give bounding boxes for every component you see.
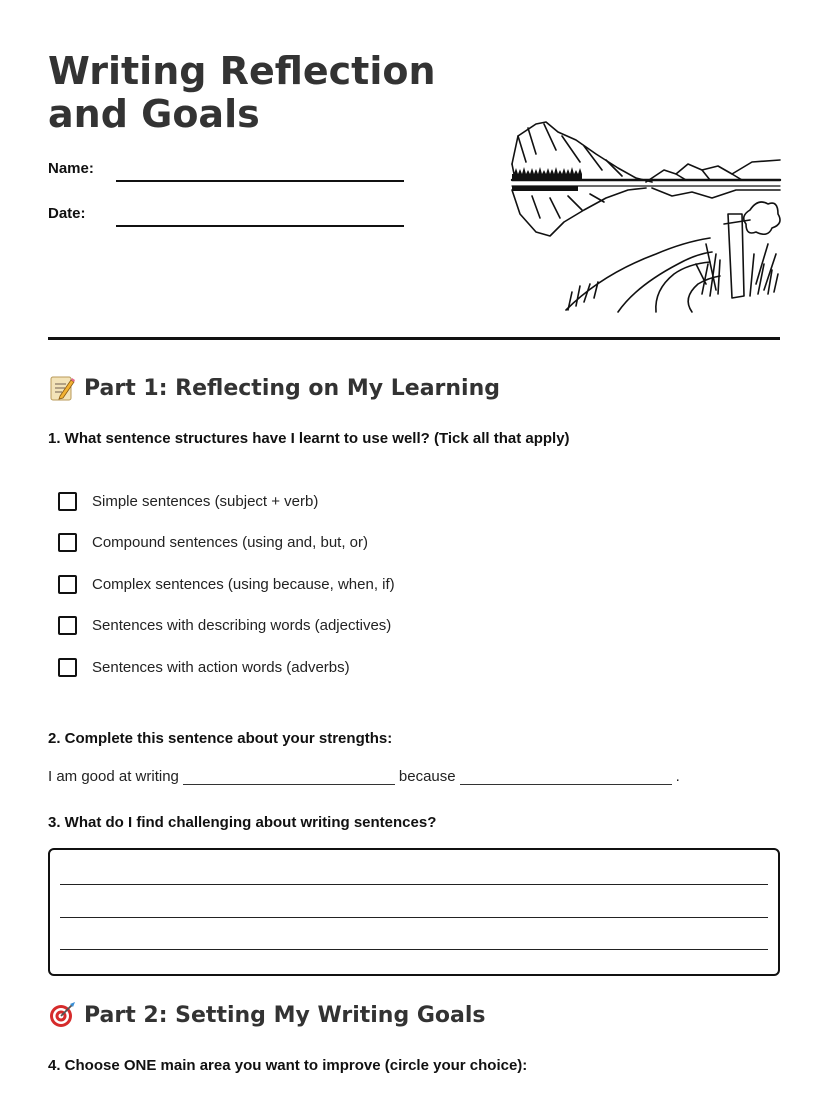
question-4: 4. Choose ONE main area you want to improve (circle your choice): [48, 1057, 528, 1074]
checklist-item[interactable] [58, 658, 350, 677]
sentence-prefix: I am good at writing [48, 768, 179, 785]
checklist-item[interactable] [58, 533, 368, 552]
question-3: 3. What do I find challenging about writing sentences? [48, 814, 437, 831]
part2-heading [48, 1001, 486, 1029]
checklist-item[interactable] [58, 575, 395, 594]
checkbox[interactable] [58, 575, 77, 594]
checkbox[interactable] [58, 492, 77, 511]
checkbox[interactable] [58, 658, 77, 677]
date-field[interactable] [116, 225, 404, 227]
checkbox[interactable] [58, 533, 77, 552]
answer-line [60, 917, 768, 918]
reason-blank[interactable] [460, 769, 672, 785]
checklist-item[interactable] [58, 492, 318, 511]
strength-blank[interactable] [183, 769, 395, 785]
checkbox-label: Compound sentences (using and, but, or) [92, 534, 368, 551]
memo-pencil-icon [48, 374, 76, 402]
sentence-end: . [675, 768, 680, 785]
part2-heading-text: Part 2: Setting My Writing Goals [84, 1002, 486, 1028]
name-field[interactable] [116, 180, 404, 182]
question-1: 1. What sentence structures have I learnt to use well? (Tick all that apply) [48, 430, 570, 447]
checkbox-label: Sentences with action words (adverbs) [92, 659, 350, 676]
strength-sentence [48, 768, 680, 785]
name-label: Name: [48, 160, 94, 177]
checkbox-label: Complex sentences (using because, when, if) [92, 576, 395, 593]
date-label: Date: [48, 205, 86, 222]
worksheet-title: Writing Reflection and Goals [48, 49, 436, 136]
mountain-lake-illustration [506, 114, 782, 320]
target-dart-icon [48, 1001, 76, 1029]
challenge-answer-box[interactable] [48, 848, 780, 976]
part1-heading-text: Part 1: Reflecting on My Learning [84, 375, 501, 401]
checkbox[interactable] [58, 616, 77, 635]
question-2: 2. Complete this sentence about your strengths: [48, 730, 393, 747]
answer-line [60, 884, 768, 885]
sentence-middle: because [398, 768, 456, 785]
answer-line [60, 949, 768, 950]
checklist-item[interactable] [58, 616, 391, 635]
checkbox-label: Sentences with describing words (adjectives) [92, 617, 392, 634]
checkbox-label: Simple sentences (subject + verb) [92, 493, 319, 510]
header-divider [48, 337, 780, 340]
part1-heading [48, 374, 500, 402]
